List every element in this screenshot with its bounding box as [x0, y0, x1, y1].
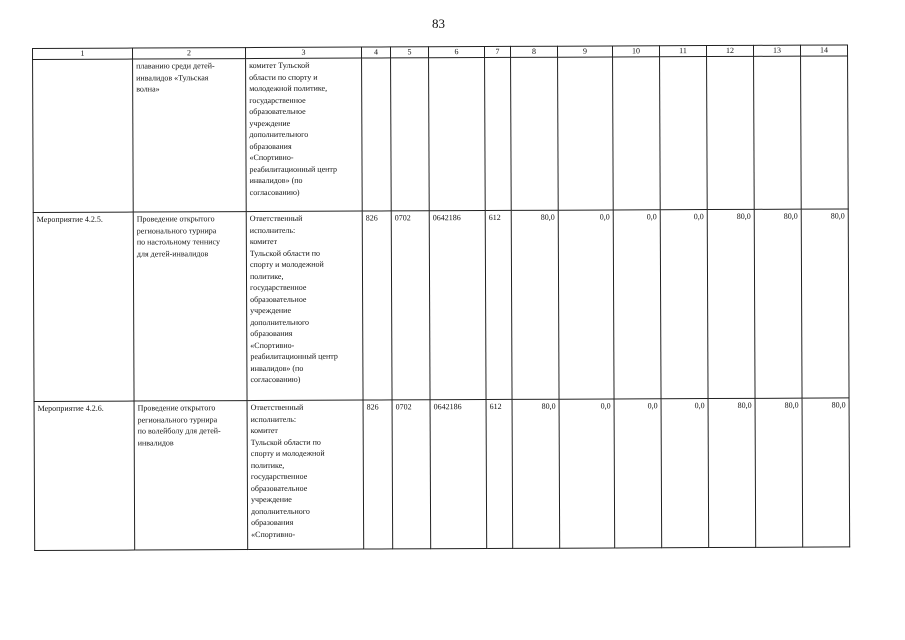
text-line: исполнитель:: [249, 225, 296, 235]
text-line: комитет Тульской: [249, 60, 310, 71]
header-cell: 2: [133, 48, 246, 59]
value-cell: 0,0: [660, 210, 708, 399]
text-line: молодежной политике,: [249, 83, 328, 94]
table-row: [33, 209, 849, 402]
value-cell: [660, 57, 708, 210]
text-line: «Спортивно-: [249, 152, 294, 163]
text-line: инвалидов «Тульская: [136, 72, 209, 83]
text-line: для детей-инвалидов: [136, 248, 209, 259]
text-line: учреждение: [249, 118, 291, 128]
text-line: комитет: [250, 425, 278, 436]
code-cell: 0642186: [429, 211, 486, 400]
value-cell: [707, 56, 755, 209]
text-line: образовательное: [249, 106, 306, 117]
value-cell: 80,0: [512, 399, 560, 548]
code-cell: 612: [486, 399, 513, 548]
text-line: образования: [251, 517, 294, 528]
code-cell: [391, 58, 430, 211]
code-cell: 826: [362, 211, 392, 400]
header-cell: 1: [33, 48, 133, 59]
page-number: 83: [432, 16, 445, 31]
code-cell: 826: [363, 400, 393, 549]
header-cell: 7: [484, 46, 510, 57]
value-cell: [558, 57, 614, 210]
value-cell: 0,0: [613, 210, 661, 399]
value-cell: 80,0: [511, 210, 559, 399]
header-cell: 4: [361, 47, 390, 58]
value-cell: 80,0: [755, 398, 803, 547]
value-cell: 80,0: [708, 398, 756, 547]
header-cell: 14: [800, 45, 847, 56]
header-cell: 6: [428, 47, 484, 58]
text-line: образования: [249, 141, 292, 151]
value-cell: 80,0: [802, 398, 850, 547]
text-line: «Спортивно-: [251, 529, 296, 539]
code-cell: 0702: [391, 211, 430, 400]
header-cell: 11: [659, 46, 706, 57]
text-line: исполнитель:: [250, 414, 297, 424]
text-line: Тульской области по: [250, 437, 321, 447]
header-cell: 8: [510, 46, 557, 57]
text-line: Проведение открытого: [136, 214, 215, 224]
text-line: Тульской области по: [249, 248, 321, 258]
text-line: Ответственный: [249, 213, 303, 224]
text-line: области по спорту и: [249, 72, 318, 82]
text-line: регионального турнира: [136, 225, 217, 236]
text-line: спорту и молодежной: [250, 448, 325, 459]
header-cell: 12: [706, 45, 753, 56]
code-cell: 0702: [392, 400, 431, 549]
text-line: учреждение: [250, 305, 292, 316]
text-line: Проведение открытого: [137, 403, 216, 413]
text-line: политике,: [249, 271, 284, 281]
text-line: спорту и молодежной: [249, 259, 324, 270]
executor-cell: [246, 211, 363, 401]
text-line: образовательное: [250, 483, 308, 493]
executor-cell: [246, 58, 363, 212]
text-line: плаванию среди детей-: [136, 61, 215, 71]
code-cell: [485, 57, 512, 210]
code-cell: [429, 58, 486, 211]
activity-name-cell: [33, 59, 134, 212]
text-line: государственное: [250, 282, 307, 293]
text-line: учреждение: [250, 494, 292, 505]
header-cell: 3: [246, 47, 362, 59]
text-line: согласованию): [250, 374, 301, 385]
executor-cell: [247, 400, 364, 550]
activity-name-cell: Мероприятие 4.2.6.: [34, 401, 135, 550]
value-cell: 80,0: [801, 209, 849, 398]
text-line: регионального турнира: [137, 414, 218, 425]
header-cell: 5: [390, 47, 428, 58]
text-line: инвалидов» (по: [249, 175, 303, 186]
code-cell: 612: [485, 210, 512, 399]
table-row: [34, 398, 850, 551]
text-line: политике,: [250, 460, 285, 470]
code-cell: 0642186: [430, 400, 487, 549]
value-cell: 0,0: [661, 399, 709, 548]
text-line: по волейболу для детей-: [137, 426, 221, 436]
text-line: дополнительного: [251, 506, 310, 516]
code-cell: [362, 58, 392, 211]
value-cell: 0,0: [559, 399, 615, 548]
text-line: комитет: [249, 236, 278, 247]
text-line: реабилитационный центр: [249, 164, 338, 174]
budget-table: [32, 44, 850, 551]
text-line: инвалидов» (по: [250, 363, 304, 373]
text-line: инвалидов: [137, 437, 174, 448]
activity-description-cell: [133, 59, 247, 212]
text-line: дополнительного: [249, 129, 309, 140]
text-line: согласованию): [249, 187, 300, 197]
text-line: по настольному теннису: [136, 237, 220, 247]
value-cell: [801, 56, 849, 209]
text-line: волна»: [136, 84, 160, 94]
text-line: государственное: [250, 471, 308, 482]
header-cell: 10: [612, 46, 659, 57]
text-line: государственное: [249, 95, 306, 105]
value-cell: 80,0: [754, 209, 802, 398]
activity-name-cell: Мероприятие 4.2.5.: [33, 212, 134, 401]
header-cell: 13: [753, 45, 800, 56]
text-line: Ответственный: [250, 402, 304, 413]
value-cell: 80,0: [707, 209, 755, 398]
text-line: образовательное: [250, 294, 307, 304]
text-line: реабилитационный центр: [250, 351, 338, 362]
value-cell: 0,0: [614, 399, 662, 548]
value-cell: 0,0: [558, 210, 614, 399]
value-cell: [754, 56, 802, 209]
activity-description-cell: [133, 212, 247, 401]
text-line: образования: [250, 328, 293, 339]
value-cell: [511, 57, 559, 210]
value-cell: [613, 57, 661, 210]
text-line: дополнительного: [250, 317, 310, 327]
text-line: «Спортивно-: [250, 340, 295, 350]
activity-description-cell: [134, 401, 248, 550]
table-row: [33, 56, 849, 213]
header-cell: 9: [557, 46, 612, 57]
